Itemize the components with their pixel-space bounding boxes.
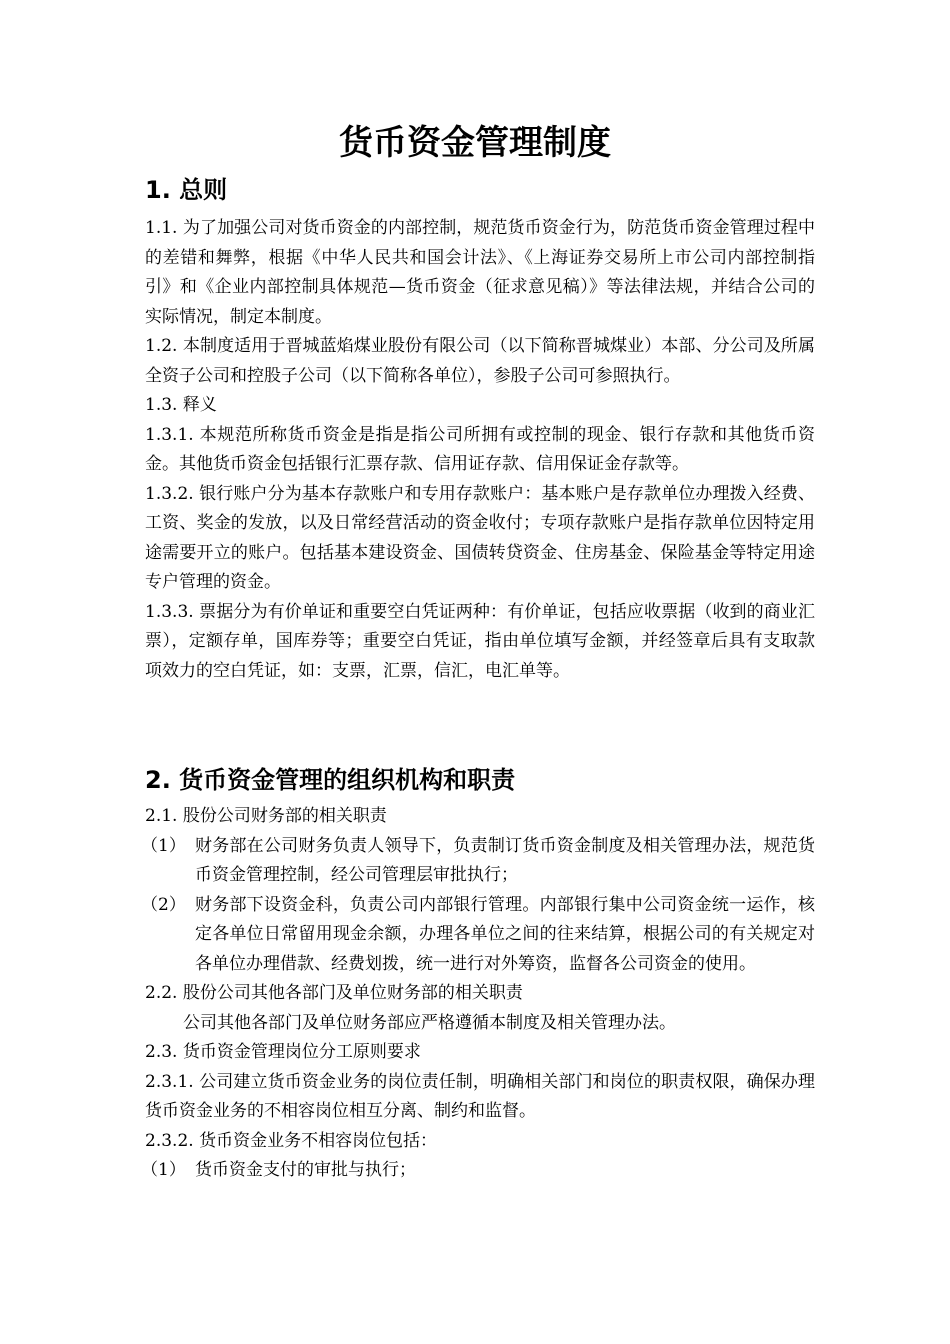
document-title: 货币资金管理制度 [339, 123, 611, 163]
paragraph-1-3-1: 1.3.1. 本规范所称货币资金是指是指公司所拥有或控制的现金、银行存款和其他货币资金。其他货币资金包括银行汇票存款、信用证存款、信用保证金存款等。 [145, 424, 815, 474]
paragraph-2-2: 2.2. 股份公司其他各部门及单位财务部的相关职责 [145, 983, 523, 1003]
section-heading-organization: 2. 货币资金管理的组织机构和职责 [145, 766, 516, 794]
paragraph-1-3: 1.3. 释义 [145, 395, 217, 415]
list-item [141, 891, 815, 980]
list-item-number: （1） [141, 835, 186, 856]
section-organization-body [141, 802, 815, 1186]
list-item [141, 832, 815, 891]
paragraph-1-2: 1.2. 本制度适用于晋城蓝焰煤业股份有限公司（以下简称晋城煤业）本部、分公司及所属全资子公司和控股子公司（以下简称各单位），参股子公司可参照执行。 [145, 336, 815, 386]
list-item-text: 财务部在公司财务负责人领导下，负责制订货币资金制度及相关管理办法，规范货币资金管理控制，经公司管理层审批执行； [195, 835, 815, 885]
list-item-text: 财务部下设资金科，负责公司内部银行管理。内部银行集中公司资金统一运作，核定各单位日常留用现金余额，办理各单位之间的往来结算，根据公司的有关规定对各单位办理借款、经费划拨，统一进行对外筹资，监督各公司资金的使用。 [195, 894, 815, 974]
section-general-body [145, 214, 815, 686]
paragraph-2-2-body: 公司其他各部门及单位财务部应严格遵循本制度及相关管理办法。 [183, 1012, 676, 1033]
paragraph-2-3-2: 2.3.2. 货币资金业务不相容岗位包括： [145, 1130, 438, 1151]
paragraph-1-3-3: 1.3.3. 票据分为有价单证和重要空白凭证两种：有价单证，包括应收票据（收到的商业汇票），定额存单，国库券等；重要空白凭证，指由单位填写金额，并经签章后具有支取款项效力的空白凭证，如：支票，汇票，信汇，电汇单等。 [145, 601, 815, 681]
paragraph-1-1: 1.1. 为了加强公司对货币资金的内部控制，规范货币资金行为，防范货币资金管理过程中的差错和舞弊，根据《中华人民共和国会计法》、《上海证券交易所上市公司内部控制指引》和《企业内部控制具体规范—货币资金（征求意见稿）》等法律法规，并结合公司的实际情况，制定本制度。 [145, 218, 815, 327]
list-item-text: 货币资金支付的审批与执行； [195, 1160, 416, 1180]
list-item-number: （2） [141, 894, 186, 915]
list-item [141, 1156, 815, 1186]
paragraph-2-1: 2.1. 股份公司财务部的相关职责 [145, 806, 387, 826]
paragraph-2-3-1: 2.3.1. 公司建立货币资金业务的岗位责任制，明确相关部门和岗位的职责权限，确保办理货币资金业务的不相容岗位相互分离、制约和监督。 [145, 1071, 815, 1121]
paragraph-2-3: 2.3. 货币资金管理岗位分工原则要求 [145, 1042, 421, 1062]
paragraph-1-3-2: 1.3.2. 银行账户分为基本存款账户和专用存款账户：基本账户是存款单位办理拨入经费、工资、奖金的发放，以及日常经营活动的资金收付；专项存款账户是指存款单位因特定用途需要开立的账户。包括基本建设资金、国债转贷资金、住房基金、保险基金等特定用途专户管理的资金。 [145, 483, 815, 592]
section-heading-general: 1. 总则 [145, 176, 228, 204]
list-item-number: （1） [141, 1160, 186, 1180]
